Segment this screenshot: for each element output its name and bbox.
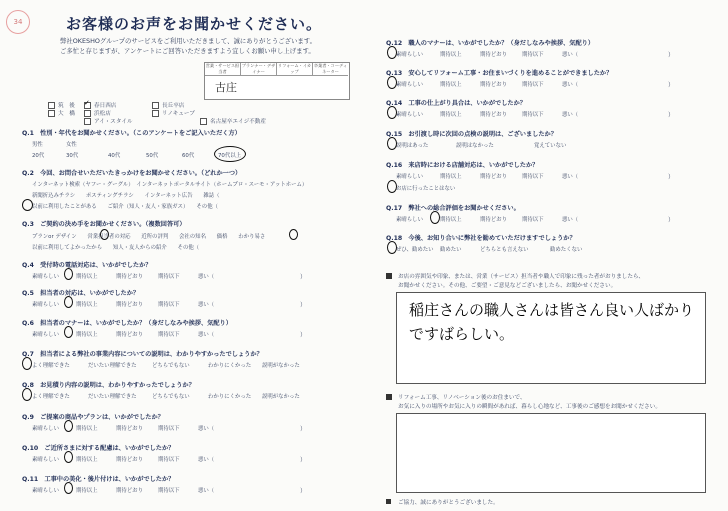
explain-option[interactable]: わかりにくかった: [208, 394, 252, 400]
store-checkbox[interactable]: [48, 110, 55, 117]
q18-option[interactable]: 勧めたい: [440, 247, 462, 253]
q1-gender-male[interactable]: 男性: [32, 142, 43, 148]
q1-gender-female[interactable]: 女性: [66, 142, 77, 148]
rating-option[interactable]: 素晴らしい: [32, 457, 59, 463]
rating-option[interactable]: 素晴らしい: [396, 112, 423, 118]
selection-circle: [387, 180, 397, 193]
q3-options-row[interactable]: プランor デザイン 営業担当者の対応 近所の評判 会社の知名 価格 わかり易さ: [32, 234, 266, 240]
selection-circle: [64, 326, 73, 338]
comment2-prompt-line-1: リフォーム工事、リノベーション後のお住まいで、: [398, 395, 526, 401]
rating-option[interactable]: 期待以下: [158, 302, 180, 308]
q18-option[interactable]: 勧めたくない: [550, 247, 583, 253]
store-checkbox[interactable]: [200, 118, 207, 125]
rating-option[interactable]: 期待以上: [440, 82, 462, 88]
rating-option[interactable]: 悪い（: [562, 112, 579, 118]
staff-table: [204, 62, 350, 100]
store-checkbox[interactable]: [152, 110, 159, 117]
rating-option[interactable]: 悪い（: [562, 174, 579, 180]
q1-age[interactable]: 30代: [66, 153, 79, 159]
selection-circle: [64, 482, 73, 494]
q10-label: Q.10 ご近所さまに対する配慮は、いかがでしたか？: [22, 445, 175, 452]
store-label: 浜松店: [94, 111, 111, 117]
survey-sheet: 34 お客様のお声をお聞かせください。 弊社OKESHOグループのサービスをご利用いただきまして、誠にありがとうございます。 ご多忙と存じますが、アンケートにご回答いただきますよう宜しくお願い申し上げます。 営業・サービス担当者 プランナー・デザイナー リフォーム・イカップ 卒業者・コーディネーター 古庄 筑 後 ✓ 春日西店 大 橋 浜松店 長丘卒店 アイ・スタイル リノキューブ 名古屋卒エイジ不動産 Q.1 性別・年代をお聞かせください。（このアンケートをご記入いただく方） 男性 女性 20代 30代 40代 50代 60代 70代以上 Q.2 今回、お問合せいただいたきっかけをお聞かせください。（どれか一つ） インターネット検索（ヤフー・グーグル） インターネットポータルサイト（ホームプロ・スーモ・アットホーム） 新聞折込みチラシ ポスティングチラシ インターネット広告 雑誌（ 以前に利用したことがある ご紹介（知人・友人・家族ガス） その他（ Q.3 ご契約の決め手をお聞かせください。（複数回答可） プランor デザイン 営業担当者の対応 近所の評判 会社の知名 価格 わかり易さ 以前に利用してよかったから 知人・友人からの紹介 その他（ Q.4 受付時の電話対応は、いかがでしたか？ 素晴らしい 期待以上 期待どおり 期待以下 悪い（ ） Q.5 担当者の対応は、いかがでしたか？ 素晴らしい 期待以上 期待どおり 期待以下 悪い（ ） Q.6 担当者のマナーは、いかがでしたか？（身だしなみや挨拶、気配り） 素晴らしい 期待以上 期待どおり 期待以下 悪い（ ） Q.7 担当者による弊社の事業内容についての説明は、わかりやすかったでしょうか？ よく理解できた だいたい理解できた どちらでもない わかりにくかった 説明がなかった Q.8 お見積り内容の説明は、わかりやすかったでしょうか？ よく理解できた だいたい理解できた どちらでもない わかりにくかった 説明がなかった Q.9 ご提案の商品やプランは、いかがでしたか？ 素晴らしい 期待以上 期待どおり 期待以下 悪い（ ） Q.10 ご近所さまに対する配慮は、いかがでしたか？ 素晴らしい 期待以上 期待どおり 期待以下 悪い（ ） Q.11 工事中の美化・後片付けは、いかがでしたか？ 素晴らしい 期待以上 期待どおり 期待以下 悪い（ ） Q.12 職人のマナーは、いかがでしたか？（身だしなみや挨拶、気配り） 素晴らしい 期待以上 期待どおり 期待以下 悪い（ ） Q.13 安心してリフォーム工事・お住まいづくりを進めることができましたか？ 素晴らしい 期待以上 期待どおり 期待以下 悪い（ ） Q.14 工事の仕上がり具合は、いかがでしたか？ 素晴らしい 期待以上 期待どおり 期待以下 悪い（ ） Q.15 お引渡し時に次回の点検の説明は、ございましたか？ 説明はあった 説明はなかった 覚えていない Q.16 来店時における店舗対応は、いかがでしたか？ 素晴らしい 期待以上 期待どおり 期待以下 悪い（ ） お店に行ったことはない Q.17 弊社への総合評価をお聞かせください。 素晴らしい 期待以上 期待どおり 期待以下 悪い（ ） Q.18 今後、お知り合いに弊社を勧めていただけますでしょうか？ ぜひ、勧めたい 勧めたい どちらとも言えない 勧めたくない お店の雰囲気や印象、または、営業（サービス）担当者や職人で印象に残った者がおりましたら、 お聞かせください。その他、ご要望・ご意見などございましたら、お聞かせください。 稲庄さんの職人さんは皆さん良い人ばかり ですばらしい。 リフォーム工事、リノベーション後のお住まいで、 お気に入りの場所やお気に入りの瞬間があれば、暮らし心地など、工事後のご感想をお聞かせください。 ご協力、誠にありがとうございました。: [0, 0, 728, 511]
rating-option[interactable]: 素晴らしい: [32, 302, 59, 308]
rating-option[interactable]: 悪い（: [198, 274, 215, 280]
rating-option[interactable]: 期待以下: [522, 82, 544, 88]
q16-label: Q.16 来店時における店舗対応は、いかがでしたか？: [386, 162, 539, 169]
selection-circle: [387, 106, 397, 119]
explain-option[interactable]: どちらでもない: [152, 363, 190, 369]
store-label: アイ・スタイル: [94, 119, 133, 125]
store-label: 名古屋卒エイジ不動産: [210, 119, 266, 125]
page-title: お客様のお声をお聞かせください。: [66, 15, 323, 33]
rating-option[interactable]: 期待以上: [440, 217, 462, 223]
q2-options-row[interactable]: 新聞折込みチラシ ポスティングチラシ インターネット広告 雑誌（: [32, 193, 220, 199]
rating-option[interactable]: 期待以上: [76, 332, 98, 338]
rating-option[interactable]: 期待以下: [158, 426, 180, 432]
explain-option[interactable]: どちらでもない: [152, 394, 190, 400]
q1-age-selected[interactable]: 70代以上: [218, 153, 242, 159]
q4-label: Q.4 受付時の電話対応は、いかがでしたか？: [22, 262, 152, 269]
rating-option[interactable]: 悪い（: [198, 488, 215, 494]
rating-option[interactable]: 素晴らしい: [32, 274, 59, 280]
rating-option[interactable]: 悪い（: [562, 52, 579, 58]
q3-options-row[interactable]: 以前に利用してよかったから 知人・友人からの紹介 その他（: [32, 245, 200, 251]
rating-option[interactable]: 期待以下: [158, 488, 180, 494]
rating-option[interactable]: 素晴らしい: [32, 426, 59, 432]
rating-option[interactable]: 期待どおり: [480, 112, 507, 118]
selection-circle: [64, 420, 73, 432]
store-label: 筑 後: [58, 103, 75, 109]
store-label: 春日西店: [94, 103, 117, 109]
q2-options-row[interactable]: インターネット検索（ヤフー・グーグル） インターネットポータルサイト（ホームプロ・スーモ・アットホーム）: [32, 182, 308, 188]
rating-option[interactable]: 素晴らしい: [396, 52, 423, 58]
q15-option[interactable]: 説明はあった: [396, 143, 429, 149]
explain-option[interactable]: だいたい理解できた: [88, 363, 137, 369]
rating-option[interactable]: 悪い（: [198, 302, 215, 308]
q15-option[interactable]: 説明はなかった: [456, 143, 494, 149]
page-stamp: 34: [6, 10, 30, 34]
rating-option[interactable]: 期待どおり: [480, 82, 507, 88]
rating-option[interactable]: 期待以上: [76, 488, 98, 494]
rating-option[interactable]: 期待以下: [522, 52, 544, 58]
q2-options-row[interactable]: 以前に利用したことがある ご紹介（知人・友人・家族ガス） その他（: [32, 204, 218, 210]
rating-option[interactable]: 素晴らしい: [396, 82, 423, 88]
q1-age[interactable]: 40代: [108, 153, 121, 159]
selection-circle: [387, 241, 397, 254]
rating-option[interactable]: 期待以上: [76, 426, 98, 432]
explain-option[interactable]: 説明がなかった: [262, 394, 300, 400]
selection-circle: [22, 388, 32, 401]
q18-option[interactable]: ぜひ、勧めたい: [396, 247, 434, 253]
selection-circle: [64, 451, 73, 463]
comment1-prompt-line-2: お聞かせください。その他、ご要望・ご意見などございましたら、お聞かせください。: [398, 283, 617, 289]
rating-option[interactable]: 期待以上: [440, 52, 462, 58]
selection-circle: [214, 146, 246, 162]
explain-option[interactable]: よく理解できた: [32, 394, 70, 400]
comment1-text-line-1: 稲庄さんの職人さんは皆さん良い人ばかり: [409, 301, 695, 319]
rating-option[interactable]: 素晴らしい: [396, 174, 423, 180]
rating-option[interactable]: 期待以上: [440, 174, 462, 180]
rating-option[interactable]: 期待以下: [522, 174, 544, 180]
rating-option[interactable]: 期待以下: [158, 457, 180, 463]
selection-circle: [100, 229, 109, 240]
rating-option[interactable]: 期待どおり: [480, 217, 507, 223]
intro-line-1: 弊社OKESHOグループのサービスをご利用いただきまして、誠にありがとうございます。: [60, 37, 317, 45]
rating-option[interactable]: 期待どおり: [116, 426, 143, 432]
q3-label: Q.3 ご契約の決め手をお聞かせください。（複数回答可）: [22, 221, 186, 228]
q13-label: Q.13 安心してリフォーム工事・お住まいづくりを進めることができましたか？: [386, 70, 613, 77]
selection-circle: [22, 199, 33, 211]
q15-label: Q.15 お引渡し時に次回の点検の説明は、ございましたか？: [386, 131, 557, 138]
q1-age[interactable]: 50代: [146, 153, 159, 159]
selection-circle: [387, 46, 397, 59]
store-checkbox-checked[interactable]: [84, 102, 91, 109]
rating-option[interactable]: 悪い（: [198, 332, 215, 338]
q17-label: Q.17 弊社への総合評価をお聞かせください。: [386, 205, 520, 212]
q1-age[interactable]: 20代: [32, 153, 45, 159]
rating-option[interactable]: 期待以下: [158, 274, 180, 280]
q5-label: Q.5 担当者の対応は、いかがでしたか？: [22, 290, 140, 297]
rating-option[interactable]: 素晴らしい: [32, 488, 59, 494]
comment1-box[interactable]: [396, 292, 706, 384]
store-checkbox[interactable]: [84, 110, 91, 117]
q18-label: Q.18 今後、お知り合いに弊社を勧めていただけますでしょうか？: [386, 235, 576, 242]
q1-age[interactable]: 60代: [182, 153, 195, 159]
store-label: 長丘卒店: [162, 103, 185, 109]
section-bullet: [386, 394, 392, 400]
rating-option[interactable]: 期待どおり: [480, 52, 507, 58]
staff-header-coordinator: 卒業者・コーディネーター: [313, 63, 348, 74]
section-bullet: [386, 499, 391, 504]
store-checkbox[interactable]: [48, 102, 55, 109]
rating-option[interactable]: 期待どおり: [116, 274, 143, 280]
rating-option[interactable]: 期待以上: [76, 457, 98, 463]
section-bullet: [386, 273, 392, 279]
rating-option[interactable]: 期待どおり: [116, 332, 143, 338]
q6-label: Q.6 担当者のマナーは、いかがでしたか？（身だしなみや挨拶、気配り）: [22, 320, 232, 327]
rating-option[interactable]: 期待どおり: [116, 488, 143, 494]
rating-option[interactable]: 期待以上: [440, 112, 462, 118]
rating-option[interactable]: 期待以下: [522, 217, 544, 223]
selection-circle: [387, 137, 397, 150]
store-label: リノキューブ: [162, 111, 195, 117]
comment1-prompt-line-1: お店の雰囲気や印象、または、営業（サービス）担当者や職人で印象に残った者がおりましたら、: [398, 274, 645, 280]
rating-option[interactable]: 素晴らしい: [396, 217, 423, 223]
comment2-prompt-line-2: お気に入りの場所やお気に入りの瞬間があれば、暮らし心地など、工事後のご感想をお聞かせください。: [398, 404, 661, 410]
comment1-text-line-2: ですばらしい。: [409, 325, 515, 343]
staff-header-reform: リフォーム・イカップ: [277, 63, 312, 74]
explain-option[interactable]: わかりにくかった: [208, 363, 252, 369]
selection-circle: [387, 76, 397, 89]
q15-option[interactable]: 覚えていない: [534, 143, 567, 149]
rating-option[interactable]: 悪い（: [562, 217, 579, 223]
q16-option-never-visited[interactable]: お店に行ったことはない: [396, 186, 456, 192]
rating-option[interactable]: 素晴らしい: [32, 332, 59, 338]
explain-option[interactable]: よく理解できた: [32, 363, 70, 369]
selection-circle: [64, 268, 73, 280]
rating-option[interactable]: 悪い（: [198, 426, 215, 432]
staff-signature: 古庄: [215, 81, 237, 94]
store-checkbox[interactable]: [152, 102, 159, 109]
rating-option[interactable]: 悪い（: [562, 82, 579, 88]
explain-option[interactable]: だいたい理解できた: [88, 394, 137, 400]
q8-label: Q.8 お見積り内容の説明は、わかりやすかったでしょうか？: [22, 382, 195, 389]
thanks-text: ご協力、誠にありがとうございました。: [398, 500, 499, 506]
q11-label: Q.11 工事中の美化・後片付けは、いかがでしたか？: [22, 476, 175, 483]
rating-option[interactable]: 悪い（: [198, 457, 215, 463]
q18-option[interactable]: どちらとも言えない: [480, 247, 529, 253]
q12-label: Q.12 職人のマナーは、いかがでしたか？（身だしなみや挨拶、気配り）: [386, 40, 595, 47]
q14-label: Q.14 工事の仕上がり具合は、いかがでしたか？: [386, 100, 526, 107]
store-label: 大 橋: [58, 111, 75, 117]
rating-option[interactable]: 期待どおり: [116, 302, 143, 308]
q2-label: Q.2 今回、お問合せいただいたきっかけをお聞かせください。（どれか一つ）: [22, 170, 242, 177]
rating-option[interactable]: 期待以上: [76, 274, 98, 280]
selection-circle: [289, 229, 298, 240]
intro-line-2: ご多忙と存じますが、アンケートにご回答いただきますよう宜しくお願い申し上げます。: [60, 47, 315, 55]
store-checkbox[interactable]: [84, 118, 91, 125]
staff-header-sales: 営業・サービス担当者: [205, 63, 240, 74]
staff-header-planner: プランナー・デザイナー: [241, 63, 276, 74]
selection-circle: [22, 357, 32, 370]
explain-option[interactable]: 説明がなかった: [262, 363, 300, 369]
comment2-box[interactable]: [396, 413, 706, 493]
selection-circle: [64, 296, 73, 308]
q9-label: Q.9 ご提案の商品やプランは、いかがでしたか？: [22, 414, 164, 421]
rating-option[interactable]: 期待どおり: [116, 457, 143, 463]
q7-label: Q.7 担当者による弊社の事業内容についての説明は、わかりやすかったでしょうか？: [22, 351, 263, 358]
q1-label: Q.1 性別・年代をお聞かせください。（このアンケートをご記入いただく方）: [22, 130, 241, 137]
rating-option[interactable]: 期待以下: [522, 112, 544, 118]
rating-option[interactable]: 期待以下: [158, 332, 180, 338]
rating-option[interactable]: 期待どおり: [480, 174, 507, 180]
selection-circle: [430, 211, 440, 224]
rating-option[interactable]: 期待以上: [76, 302, 98, 308]
